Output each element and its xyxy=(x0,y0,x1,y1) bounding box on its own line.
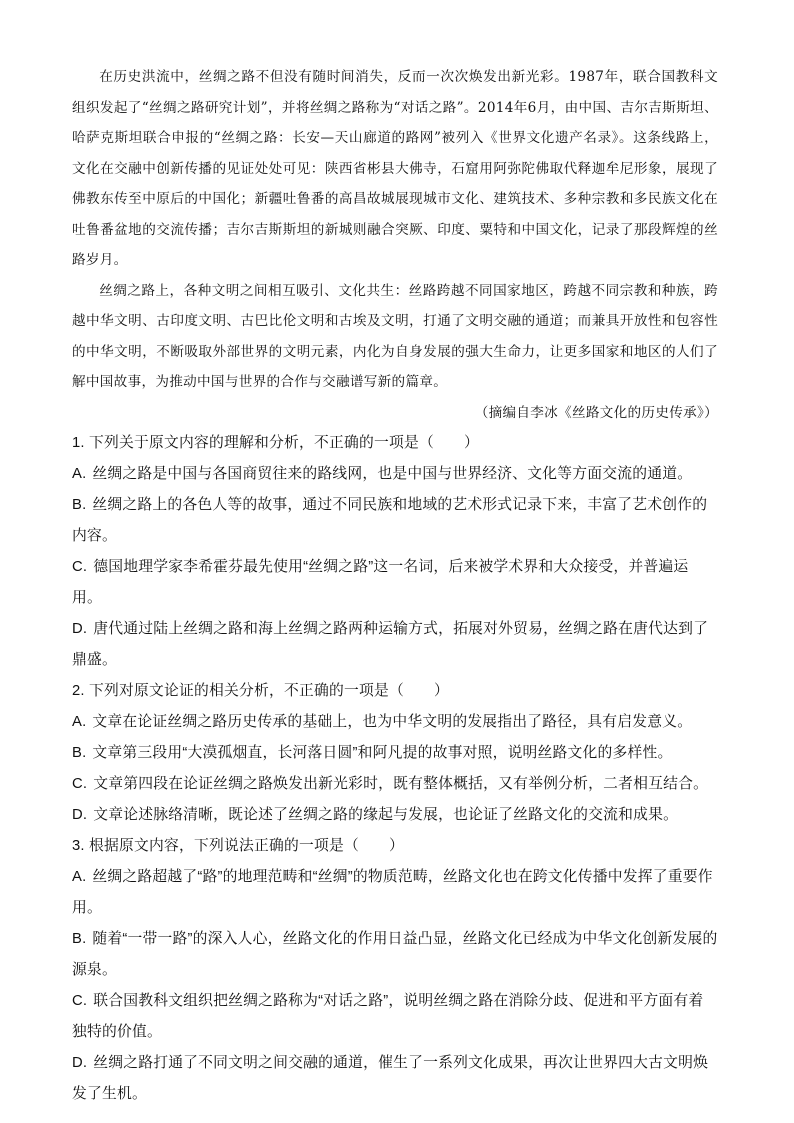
option-letter: C. xyxy=(72,992,88,1009)
option-text: 文章第三段用“大漠孤烟直，长河落日圆”和阿凡提的故事对照，说明丝路文化的多样性。 xyxy=(92,744,673,761)
option-c xyxy=(72,986,718,1048)
option-letter: B. xyxy=(72,744,87,761)
question-3 xyxy=(72,831,718,1110)
option-letter: C. xyxy=(72,558,88,575)
option-letter: D. xyxy=(72,1054,88,1071)
question-1 xyxy=(72,428,718,676)
passage-paragraph-2: 丝绸之路上，各种文明之间相互吸引、文化共生：丝路跨越不同国家地区，跨越不同宗教和种族，跨越中华文明、古印度文明、古巴比伦文明和古埃及文明，打通了文明交融的通道；而兼具开放性和包容性的中华文明，不断吸取外部世界的文明元素，内化为自身发展的强大生命力，让更多国家和地区的人们了解中国故事，为推动中国与世界的合作与交融谱写新的篇章。 xyxy=(72,282,718,390)
option-text: 德国地理学家李希霍芬最先使用“丝绸之路”这一名词，后来被学术界和大众接受，并普遍运用。 xyxy=(72,558,689,606)
option-letter: B. xyxy=(72,930,87,947)
question-2 xyxy=(72,676,718,831)
passage-paragraph-1: 在历史洪流中，丝绸之路不但没有随时间消失，反而一次次焕发出新光彩。1987年，联合国教科文组织发起了“丝绸之路研究计划”，并将丝绸之路称为“对话之路”。2014年6月，由中国、吉尔吉斯斯坦、哈萨克斯坦联合申报的“丝绸之路：长安—天山廊道的路网”被列入《世界文化遗产名录》。这条线路上，文化在交融中创新传播的见证处处可见：陕西省彬县大佛寺，石窟用阿弥陀佛取代释迦牟尼形象，展现了佛教东传至中原后的中国化；新疆吐鲁番的高昌故城展现城市文化、建筑技术、多种宗教和多民族文化在吐鲁番盆地的交流传播；吉尔吉斯斯坦的新城则融合突厥、印度、粟特和中国文化，记录了那段辉煌的丝路岁月。 xyxy=(72,69,718,268)
passage-source: （摘编自李冰《丝路文化的历史传承》） xyxy=(474,404,718,421)
option-letter: A. xyxy=(72,868,87,885)
option-text: 丝绸之路上的各色人等的故事，通过不同民族和地域的艺术形式记录下来，丰富了艺术创作的内容。 xyxy=(72,496,708,544)
option-text: 文章第四段在论证丝绸之路焕发出新光彩时，既有整体概括，又有举例分析，二者相互结合。 xyxy=(93,775,709,792)
document-page xyxy=(72,62,718,1110)
option-text: 唐代通过陆上丝绸之路和海上丝绸之路两种运输方式，拓展对外贸易，丝绸之路在唐代达到了鼎盛。 xyxy=(72,620,709,668)
option-text: 丝绸之路超越了“路”的地理范畴和“丝绸”的物质范畴，丝路文化也在跨文化传播中发挥了重要作用。 xyxy=(72,868,713,916)
option-text: 丝绸之路是中国与各国商贸往来的路线网，也是中国与世界经济、文化等方面交流的通道。 xyxy=(92,465,693,482)
option-text: 随着“一带一路”的深入人心，丝路文化的作用日益凸显，丝路文化已经成为中华文化创新发展的源泉。 xyxy=(72,930,718,978)
question-stem: 2. 下列对原文论证的相关分析，不正确的一项是（ ） xyxy=(72,682,449,699)
option-letter: A. xyxy=(72,465,87,482)
option-d xyxy=(72,614,718,676)
option-letter: A. xyxy=(72,713,87,730)
option-text: 文章论述脉络清晰，既论述了丝绸之路的缘起与发展，也论证了丝路文化的交流和成果。 xyxy=(93,806,679,823)
option-text: 丝绸之路打通了不同文明之间交融的通道，催生了一系列文化成果，再次让世界四大古文明焕发了生机。 xyxy=(72,1054,709,1102)
passage xyxy=(72,62,718,428)
option-b xyxy=(72,924,718,986)
option-letter: D. xyxy=(72,620,88,637)
option-b xyxy=(72,490,718,552)
option-c xyxy=(72,552,718,614)
option-text: 联合国教科文组织把丝绸之路称为“对话之路”，说明丝绸之路在消除分歧、促进和平方面有着独特的价值。 xyxy=(72,992,704,1040)
option-a xyxy=(72,459,718,490)
option-letter: C. xyxy=(72,775,88,792)
question-stem: 3. 根据原文内容，下列说法正确的一项是（ ） xyxy=(72,837,404,854)
option-text: 文章在论证丝绸之路历史传承的基础上，也为中华文明的发展指出了路径，具有启发意义。 xyxy=(92,713,693,730)
option-d xyxy=(72,1048,718,1110)
option-d xyxy=(72,800,718,831)
question-stem: 1. 下列关于原文内容的理解和分析，不正确的一项是（ ） xyxy=(72,434,479,451)
option-a xyxy=(72,862,718,924)
option-b xyxy=(72,738,718,769)
option-letter: B. xyxy=(72,496,87,513)
option-c xyxy=(72,769,718,800)
option-letter: D. xyxy=(72,806,88,823)
option-a xyxy=(72,707,718,738)
